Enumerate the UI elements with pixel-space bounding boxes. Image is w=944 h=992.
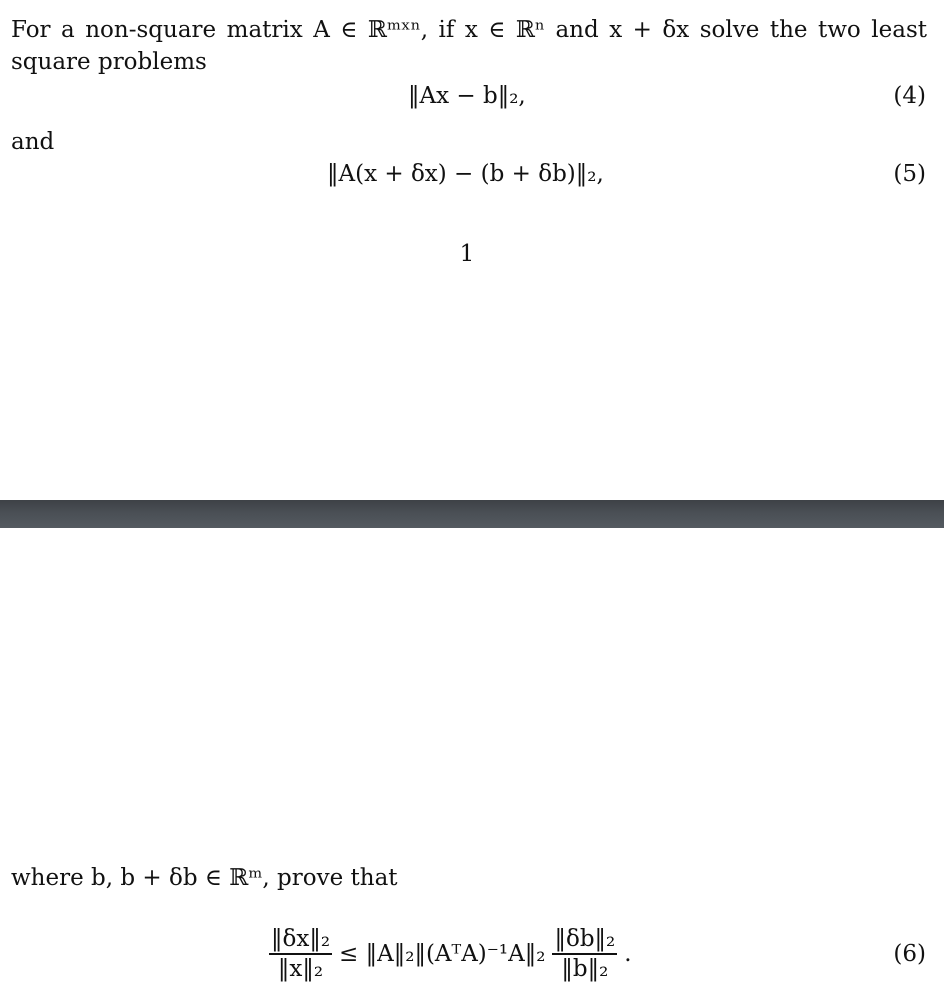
delta-b-ratio-fraction bbox=[552, 925, 617, 982]
equation-4-number: (4) bbox=[893, 83, 926, 109]
fraction-denominator-b: ‖b‖₂ bbox=[561, 955, 609, 982]
equation-6-middle-term: ≤ ‖A‖₂‖(AᵀA)⁻¹A‖₂ bbox=[339, 940, 546, 967]
equation-6-trailing-period: . bbox=[624, 940, 632, 967]
fraction-denominator-x: ‖x‖₂ bbox=[277, 955, 324, 982]
equation-6-expression bbox=[266, 918, 636, 990]
delta-x-ratio-fraction bbox=[269, 925, 332, 982]
equation-4 bbox=[0, 79, 944, 113]
page-separator bbox=[0, 500, 944, 528]
equation-5 bbox=[0, 157, 944, 191]
equation-5-number: (5) bbox=[893, 161, 926, 187]
fraction-numerator-delta-b: ‖δb‖₂ bbox=[554, 926, 616, 953]
equation-4-expression: ‖Ax − b‖₂, bbox=[408, 83, 526, 109]
equation-6-number: (6) bbox=[893, 941, 926, 967]
intro-paragraph: For a non-square matrix A ∈ ℝᵐˣⁿ, if x ∈ ℝⁿ and x + δx solve the two least square problems bbox=[11, 17, 927, 75]
fraction-numerator-delta-x: ‖δx‖₂ bbox=[271, 926, 331, 953]
equation-5-expression: ‖A(x + δx) − (b + δb)‖₂, bbox=[327, 161, 604, 187]
equation-6 bbox=[0, 918, 944, 990]
page-number: 1 bbox=[459, 241, 475, 267]
where-paragraph: where b, b + δb ∈ ℝᵐ, prove that bbox=[11, 865, 398, 891]
and-text: and bbox=[11, 129, 55, 155]
